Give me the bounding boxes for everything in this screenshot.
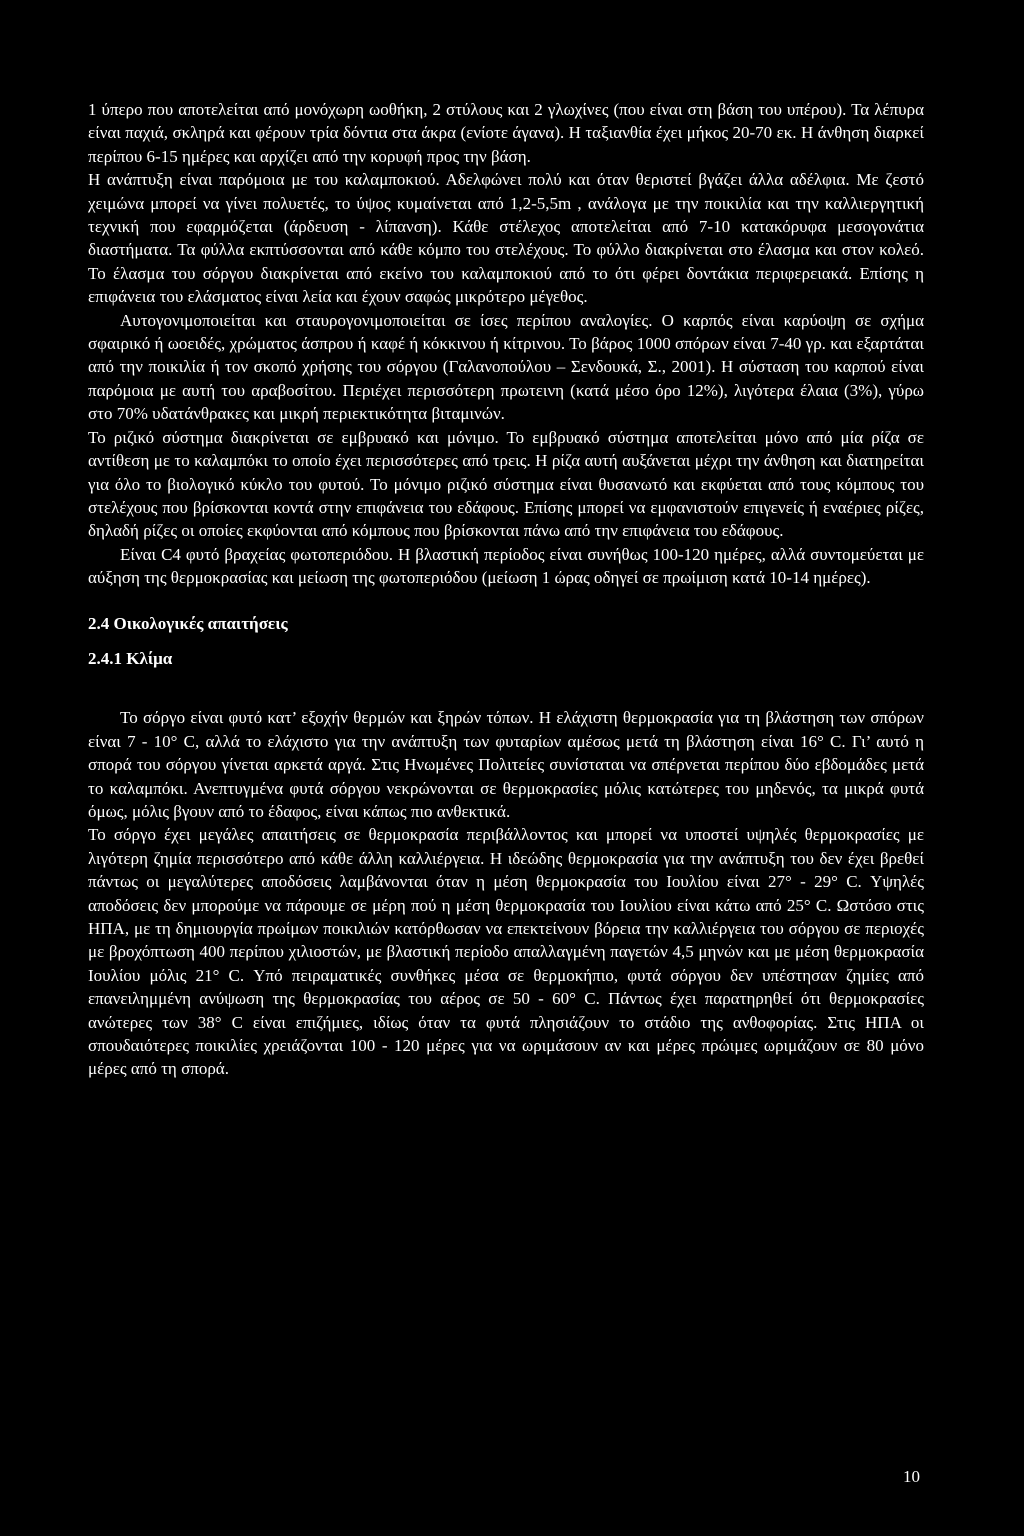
paragraph-flower-structure: 1 ύπερο που αποτελείται από μονόχωρη ωοθήκη, 2 στύλους και 2 γλωχίνες (που είναι στη βάση του υπέρου). Τα λέπυρα είναι παχιά, σκληρά και φέρουν τρία δόντια στα άκρα (ενίοτε άγανα). Η ταξιανθία έχει μήκος 20-70 εκ. Η άνθηση διαρκεί περίπου 6-15 ημέρες και αρχίζει από την κορυφή προς την βάση. <box>88 100 924 166</box>
paragraph-climate-intro: Το σόργο είναι φυτό κατ’ εξοχήν θερμών και ξηρών τόπων. Η ελάχιστη θερμοκρασία για τη βλάστηση των σπόρων είναι 7 - 10° C, αλλά το ελάχιστο για την ανάπτυξη των φυταρίων αμέσως μετά τη βλάστηση είναι 16° C. Γι’ αυτό η σπορά του σόργου γίνεται αρκετά αργά. Στις Ηνωμένες Πολιτείες συνίσταται να σπέρνεται περίπου δύο εβδομάδες μετά το καλαμπόκι. Ανεπτυγμένα φυτά σόργου νεκρώνονται σε θερμοκρασίες μόλις κατώτερες του μηδενός, τα μικρά φυτά όμως, μόλις βγουν από το έδαφος, είναι κάπως πιο ανθεκτικά. <box>88 708 924 821</box>
page-number: 10 <box>903 1467 920 1486</box>
spacer <box>88 635 924 647</box>
section-heading: 2.4 Οικολογικές απαιτήσεις <box>88 613 288 633</box>
spacer <box>88 670 924 706</box>
paragraph-pollination-fruit: Αυτογονιμοποιείται και σταυρογονιμοποιείται σε ίσες περίπου αναλογίες. Ο καρπός είναι καρύοψη σε σχήμα σφαιρικό ή ωοειδές, χρώματος άσπρου ή καφέ ή κόκκινου ή κίτρινου. Το βάρος 1000 σπόρων είναι 7-40 γρ. και εξαρτάται από την ποικιλία ή τον σκοπό χρήσης του σόργου (Γαλανοπούλου – Σενδουκά, Σ., 2001). Η σύσταση του καρπού είναι παρόμοια με αυτή του αραβοσίτου. Περιέχει περισσότερη πρωτεινη (κατά μέσο όρο 12%), λιγότερα έλαια (3%), γύρω στο 70% υδατάνθρακες και μικρή περιεκτικότητα βιταμινών. <box>88 310 924 424</box>
paragraph-photoperiod: Είναι C4 φυτό βραχείας φωτοπεριόδου. Η βλαστική περίοδος είναι συνήθως 100-120 ημέρες, αλλά συντομεύεται με αύξηση της θερμοκρασίας και μείωση της φωτοπεριόδου (μείωση 1 ώρας οδηγεί σε πρωίμιση κατά 10-14 ημέρες). <box>88 544 924 588</box>
paragraph-temperature-requirements: Το σόργο έχει μεγάλες απαιτήσεις σε θερμοκρασία περιβάλλοντος και μπορεί να υποστεί υψηλές θερμοκρασίες με λιγότερη ζημία περισσότερο από κάθε άλλη καλλιέργεια. Η ιδεώδης θερμοκρασία για την ανάπτυξη του δεν έχει βρεθεί πάντως οι μεγαλύτερες αποδόσεις λαμβάνονται όταν η μέση θερμοκρασία του Ιουλίου είναι 27° - 29° C. Υψηλές αποδόσεις δεν μπορούμε να πάρουμε σε μέρη πού η μέση θερμοκρασία του Ιουλίου είναι κάτω από 25° C. Ωστόσο στις ΗΠΑ, με τη δημιουργία πρωίμων ποικιλιών κατόρθωσαν να επεκτείνουν βόρεια την καλλιέργεια του σόργου σε περιοχές με βροχόπτωση 400 περίπου χιλιοστών, με βλαστική περίοδο απαλλαγμένη παγετών 4,5 μηνών και με μέση θερμοκρασία Ιουλίου μόλις 21° C. Υπό πειραματικές συνθήκες μέσα σε θερμοκήπιο, φυτά σόργου δεν υπέστησαν ζημίες από επανειλημμένη ανύψωση της θερμοκρασίας του αέρος σε 50 - 60° C. Πάντως έχει παρατηρηθεί ότι θερμοκρασίες ανώτερες των 38° C είναι επιζήμιες, ιδίως όταν τα φυτά πλησιάζουν το στάδιο της ανθοφορίας. Στις ΗΠΑ οι σπουδαιότερες ποικιλίες χρειάζονται 100 - 120 μέρες για να ωριμάσουν αν και μέρες πρώιμες ωριμάζουν σε 80 μόνο μέρες από τη σπορά. <box>88 825 924 1079</box>
spacer <box>88 590 924 612</box>
subsection-heading: 2.4.1 Κλίμα <box>88 648 173 668</box>
paragraph-growth: Η ανάπτυξη είναι παρόμοια με του καλαμποκιού. Αδελφώνει πολύ και όταν θεριστεί βγάζει άλλα αδέλφια. Με ζεστό χειμώνα μπορεί να γίνει πολυετές, το ύψος κυμαίνεται από 1,2-5,5m , ανάλογα με την ποικιλία και την καλλιεργητική τεχνική που εφαρμόζεται (άρδευση - λίπανση). Κάθε στέλεχος αποτελείται από 7-10 κατακόρυφα μεσογονάτια διαστήματα. Τα φύλλα εκπτύσσονται από κάθε κόμπο του στελέχους. Το φύλλο διακρίνεται στο έλασμα και στον κολεό. Το έλασμα του σόργου διακρίνεται από εκείνο του καλαμποκιού από το ότι φέρει δοντάκια περιφερειακά. Επίσης η επιφάνεια του ελάσματος είναι λεία και έχουν σαφώς μικρότερο μέγεθος. <box>88 170 924 307</box>
paragraph-root-system: Το ριζικό σύστημα διακρίνεται σε εμβρυακό και μόνιμο. Το εμβρυακό σύστημα αποτελείται μόνο από μία ρίζα σε αντίθεση με το καλαμπόκι το οποίο έχει περισσότερες από τρεις. Η ρίζα αυτή αυξάνεται μέχρι την άνθηση και διατηρείται για όλο το βιολογικό κύκλο του φυτού. Το μόνιμο ριζικό σύστημα είναι θυσανωτό και εκφύεται από τους κόμπους του στελέχους που βρίσκονται κοντά στην επιφάνεια του εδάφους. Επίσης μπορεί να εμφανιστούν επιγενείς ή εναέριες ρίζες, δηλαδή ρίζες οι οποίες εκφύονται από κόμπους που βρίσκονται πάνω από την επιφάνεια του εδάφους. <box>88 427 924 541</box>
document-page <box>88 98 924 1081</box>
